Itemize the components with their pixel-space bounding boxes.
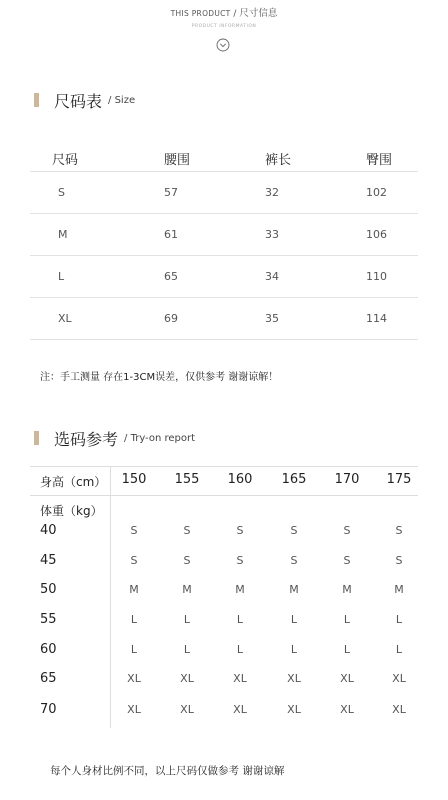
table-cell: 102 — [366, 186, 387, 199]
table-row — [30, 298, 418, 340]
fit-table-header-divider — [30, 495, 418, 496]
fit-section-heading — [34, 428, 195, 448]
fit-size-cell: S — [183, 554, 191, 567]
fit-size-cell: XL — [287, 672, 301, 685]
fit-size-cell: L — [395, 613, 403, 626]
size-table-header — [30, 146, 418, 172]
section-accent-bar — [34, 93, 39, 107]
fit-size-cell: L — [183, 643, 191, 656]
size-table-column-header: 腰围 — [164, 153, 191, 168]
fit-size-cell: M — [129, 583, 139, 596]
table-row — [30, 256, 418, 298]
fit-size-cell: XL — [180, 703, 194, 716]
fit-size-cell: S — [130, 524, 138, 537]
fit-size-cell: XL — [287, 703, 301, 716]
header-subtitle: PRODUCT INFORMATION — [191, 24, 257, 29]
table-cell: S — [58, 186, 65, 199]
fit-size-cell: S — [130, 554, 138, 567]
fit-section-subtitle: / Try-on report — [124, 432, 196, 444]
fit-size-cell: S — [183, 524, 191, 537]
header-title-en: THIS PRODUCT — [170, 9, 231, 18]
table-cell: 61 — [164, 228, 178, 241]
table-cell: 35 — [265, 312, 279, 325]
weight-label: 体重（kg） — [40, 504, 103, 518]
fit-size-cell: L — [236, 613, 244, 626]
table-cell: 110 — [366, 270, 387, 283]
fit-size-cell: L — [183, 613, 191, 626]
section-accent-bar — [34, 431, 39, 445]
fit-size-cell: S — [236, 524, 244, 537]
fit-size-cell: XL — [233, 703, 247, 716]
header-separator: / — [230, 9, 240, 19]
height-label: 身高（cm） — [40, 475, 107, 489]
size-section-subtitle: / Size — [108, 94, 136, 106]
fit-size-cell: S — [290, 554, 298, 567]
height-column-header: 165 — [281, 472, 307, 487]
fit-size-cell: L — [290, 613, 298, 626]
weight-row-header: 65 — [40, 671, 57, 686]
table-cell: 69 — [164, 312, 178, 325]
fit-size-cell: M — [289, 583, 299, 596]
table-cell: 106 — [366, 228, 387, 241]
size-table-column-header: 尺码 — [52, 153, 79, 168]
fit-size-cell: S — [395, 524, 403, 537]
height-column-header: 160 — [227, 472, 253, 487]
height-column-header: 150 — [121, 472, 147, 487]
weight-row-header: 55 — [40, 612, 57, 627]
fit-size-cell: L — [130, 643, 138, 656]
fit-size-cell: S — [395, 554, 403, 567]
size-table — [30, 146, 418, 340]
size-table-column-header: 臀围 — [366, 153, 393, 168]
fit-size-cell: XL — [340, 672, 354, 685]
header-title-cn: 尺寸信息 — [239, 8, 278, 19]
fit-table-top-border — [30, 466, 418, 467]
weight-row-header: 60 — [40, 642, 57, 657]
table-cell: 34 — [265, 270, 279, 283]
table-cell: L — [58, 270, 65, 283]
weight-row-header: 45 — [40, 553, 57, 568]
fit-size-cell: XL — [233, 672, 247, 685]
table-row — [30, 172, 418, 214]
fit-size-cell: S — [343, 524, 351, 537]
table-cell: M — [58, 228, 68, 241]
measurement-note: 注：手工测量 存在1-3CM误差，仅供参考 谢谢谅解！ — [40, 372, 279, 383]
height-column-header: 155 — [174, 472, 200, 487]
fit-size-cell: L — [395, 643, 403, 656]
table-row — [30, 214, 418, 256]
fit-table — [30, 466, 418, 728]
fit-size-cell: XL — [127, 672, 141, 685]
fit-size-cell: M — [394, 583, 404, 596]
weight-row-header: 70 — [40, 702, 57, 717]
fit-size-cell: S — [290, 524, 298, 537]
size-section-title: 尺码表 — [54, 91, 103, 111]
size-table-column-header: 裤长 — [265, 153, 292, 168]
header-title — [0, 5, 448, 19]
fit-note: 每个人身材比例不同，以上尺码仅做参考 谢谢谅解 — [50, 765, 285, 777]
table-cell: 33 — [265, 228, 279, 241]
fit-size-cell: XL — [392, 672, 406, 685]
table-cell: 57 — [164, 186, 178, 199]
table-cell: 65 — [164, 270, 178, 283]
fit-size-cell: L — [343, 643, 351, 656]
fit-size-cell: XL — [127, 703, 141, 716]
fit-size-cell: L — [290, 643, 298, 656]
fit-section-title: 选码参考 — [54, 429, 119, 449]
fit-size-cell: L — [130, 613, 138, 626]
fit-size-cell: M — [342, 583, 352, 596]
size-section-heading — [34, 90, 135, 110]
fit-table-column-divider — [110, 466, 111, 728]
weight-row-header: 40 — [40, 523, 57, 538]
fit-size-cell: L — [236, 643, 244, 656]
fit-size-cell: L — [343, 613, 351, 626]
table-cell: XL — [58, 312, 72, 325]
weight-row-header: 50 — [40, 582, 57, 597]
fit-size-cell: XL — [180, 672, 194, 685]
fit-size-cell: XL — [340, 703, 354, 716]
fit-size-cell: S — [343, 554, 351, 567]
height-column-header: 175 — [386, 472, 412, 487]
table-cell: 114 — [366, 312, 387, 325]
fit-size-cell: M — [182, 583, 192, 596]
fit-size-cell: XL — [392, 703, 406, 716]
fit-size-cell: M — [235, 583, 245, 596]
fit-size-cell: S — [236, 554, 244, 567]
chevron-down-circle-icon — [216, 38, 230, 52]
height-column-header: 170 — [334, 472, 360, 487]
table-cell: 32 — [265, 186, 279, 199]
